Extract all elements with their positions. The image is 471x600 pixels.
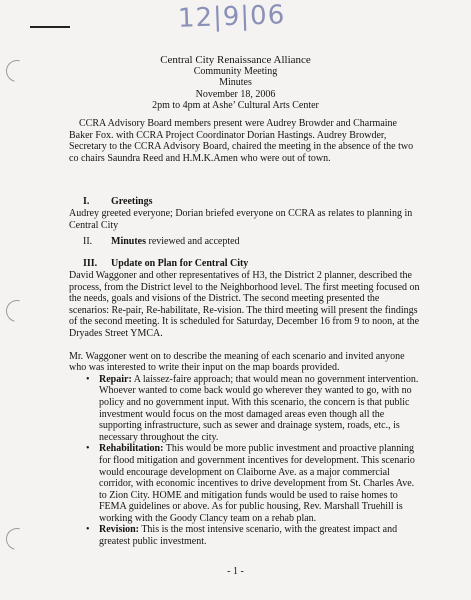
top-rule-line (30, 26, 70, 28)
bullet-text: This would be more public investment and proactive planning for flood mitigation and government incentives for development. This scenario would encourage development on Claiborne Ave. as a major commercial corridor, with economic incentives to drive development from St. Charles Ave. to Zion City. HOME and mitigation funds would be used to raise homes to FEMA guidelines or above. As for public housing, Rev. Marshall Truehill is working with the Goody Clancy team on a rehab plan. (99, 443, 415, 524)
plan-paragraph-1: David Waggoner and other representatives of H3, the District 2 planner, described the process, from the District level to the Neighborhood level. The first meeting focused on the needs, goals and visions of the District. The second meeting presented the scenarios: Re-pair, Re-habilitate, Re-vision. The third meeting will present the findings of the second meeting. It is scheduled for Saturday, December 16 from 9 to noon, at the Dryades Street YMCA. (69, 270, 420, 339)
plan-paragraph-2: Mr. Waggoner went on to describe the meaning of each scenario and invited anyone who was interested to write their input on the map boards provided. (69, 350, 405, 374)
section-plan-update (69, 258, 421, 548)
meeting-type: Community Meeting (193, 66, 278, 78)
org-name: Central City Renaissance Alliance (160, 54, 311, 66)
intro-paragraph: CCRA Advisory Board members present were Audrey Browder and Charmaine Baker Fox. with CCRA Project Coordinator Dorian Hastings. Audrey Browder, Secretary to the CCRA Advisory Board, chaired the meeting in the absence of the two co chairs Saundra Reed and H.M.K.Amen who were out of town. (69, 118, 414, 164)
punch-hole-icon (2, 296, 32, 326)
section-title: Greetings (111, 196, 153, 207)
bullet-label: Rehabilitation: (99, 443, 164, 455)
list-item (83, 524, 421, 547)
scenario-list (83, 374, 421, 548)
document-header (0, 55, 471, 111)
bullet-text: This is the most intensive scenario, with the greatest impact and greatest public investment. (99, 524, 398, 548)
section-text: reviewed and accepted (148, 236, 240, 247)
handwritten-date: 12|9|06 (177, 0, 286, 34)
section-number: II. (83, 236, 93, 247)
meeting-date: November 18, 2006 (195, 88, 276, 100)
punch-hole-icon (2, 524, 32, 554)
meeting-time-place: 2pm to 4pm at Ashe’ Cultural Arts Center (152, 99, 319, 111)
section-greetings (69, 196, 421, 231)
doc-type: Minutes (219, 77, 252, 89)
section-number: III. (83, 258, 98, 269)
section-title: Update on Plan for Central City (111, 258, 249, 269)
section-minutes (69, 236, 421, 248)
page-number: - 1 - (227, 566, 244, 577)
list-item (83, 443, 421, 524)
bullet-label: Repair: (99, 373, 132, 385)
section-number: I. (83, 196, 90, 207)
section-text: Audrey greeted everyone; Dorian briefed everyone on CCRA as relates to planning in Central City (69, 208, 413, 231)
section-title: Minutes (111, 236, 146, 247)
list-item (83, 374, 421, 444)
bullet-label: Revision: (99, 524, 139, 536)
bullet-text: A laissez-faire approach; that would mean no government intervention. Whoever wanted to come back would go wherever they wanted to go, with no policy and no government input. With this scenario, the concern is that public investment would focus on the most damaged areas even though all the supporting infrastructure, such as sewer and drainage system, roads, etc., is necessary throughout the city. (99, 373, 419, 443)
